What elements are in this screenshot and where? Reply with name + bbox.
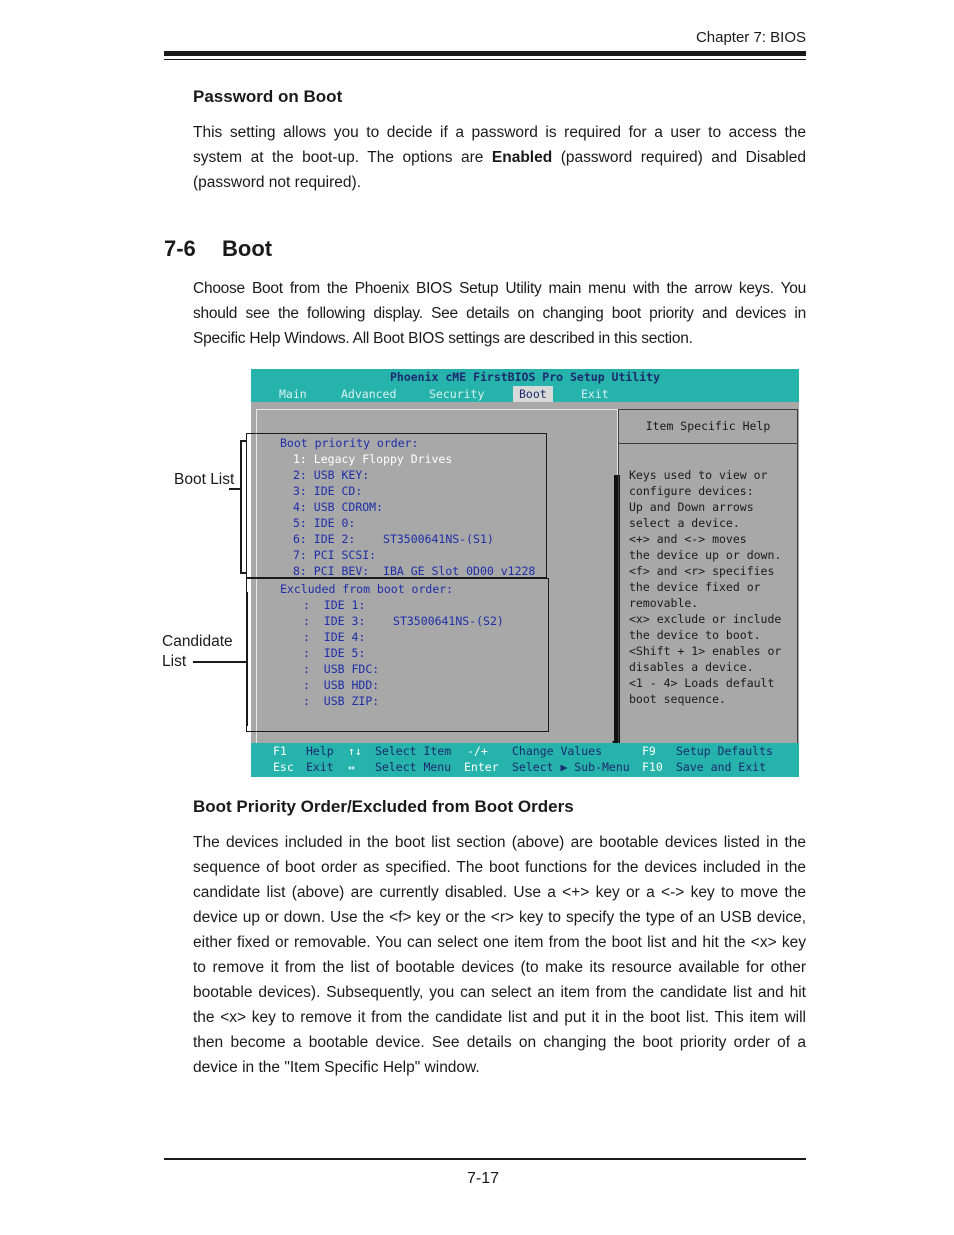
help-line: <1 - 4> Loads default <box>629 676 775 690</box>
help-line: Up and Down arrows <box>629 500 754 514</box>
candidate-list-label-line1: Candidate <box>162 633 233 650</box>
excluded-list-item[interactable]: : IDE 3: ST3500641NS-(S2) <box>303 614 504 628</box>
excluded-list-item[interactable]: : IDE 5: <box>303 646 366 660</box>
boot-list-item[interactable]: 4: USB CDROM: <box>293 500 384 514</box>
boot-priority-heading: Boot priority order: <box>280 436 419 450</box>
key-esc-desc: Exit <box>306 760 334 774</box>
key-f1-desc: Help <box>306 744 334 758</box>
help-line: <Shift + 1> enables or <box>629 644 782 658</box>
candidate-list-leader-horizontal <box>193 661 247 663</box>
boot-priority-paragraph: The devices included in the boot list section (above) are bootable devices listed in the sequence of boot order as specified. The boot functions for the devices included in the candidate list (above) are currently disabled. Use a <+> key or a <-> key to move the device up or down. Use the <f> key or the <r> key to specify the type of an USB device, either fixed or removable. You can select one item from the boot list and hit the <x> key to remove it from the list of bootable devices (to make its resource available for other bootable devices). Subsequently, you can select an item from the candidate list and hit the <x> key to remove it from the candidate list and put it in the boot list. This item will then become a bootable device. See details on changing the boot priority order of a device in the "Item Specific Help" window. <box>193 834 806 1076</box>
boot-intro-paragraph: Choose Boot from the Phoenix BIOS Setup Utility main menu with the arrow keys. You should see the following display. See details on changing boot priority and devices in Specific Help Windows. All Boot BIOS settings are described in this section. <box>193 280 806 347</box>
boot-list-leader-vertical <box>240 440 242 573</box>
help-panel-title: Item Specific Help <box>619 410 797 444</box>
page-number: 7-17 <box>466 1170 500 1187</box>
password-heading: Password on Boot <box>193 87 343 106</box>
bios-help-panel <box>618 409 798 774</box>
help-line: <f> and <r> specifies <box>629 564 775 578</box>
boot-list-item[interactable]: 5: IDE 0: <box>293 516 356 530</box>
help-line: the device up or down. <box>629 548 782 562</box>
boot-list-leader-tick <box>240 440 247 442</box>
candidate-list-outline <box>246 578 549 732</box>
bios-title-bar: Phoenix cME FirstBIOS Pro Setup Utility <box>251 369 799 386</box>
bios-menu-main[interactable]: Main <box>279 387 307 401</box>
excluded-list-item[interactable]: : IDE 1: <box>303 598 366 612</box>
bios-menu-boot[interactable]: Boot <box>513 386 553 402</box>
boot-list-item[interactable]: 2: USB KEY: <box>293 468 370 482</box>
help-line: removable. <box>629 596 699 610</box>
help-line: Keys used to view or <box>629 468 768 482</box>
candidate-list-label-line2: List <box>162 653 187 670</box>
enabled-option: Enabled <box>491 149 553 166</box>
header-rule-thin <box>164 59 806 60</box>
excluded-heading: Excluded from boot order: <box>280 582 454 596</box>
left-right-arrows-icon: ↔ <box>348 760 355 774</box>
key-select-item-desc: Select Item <box>375 744 452 758</box>
help-line: the device fixed or <box>629 580 761 594</box>
chapter-header: Chapter 7: BIOS <box>695 29 806 46</box>
key-f9: F9 <box>642 744 656 758</box>
boot-list-leader-tick <box>240 572 247 574</box>
key-minus-plus: -/+ <box>467 744 488 758</box>
help-line: boot sequence. <box>629 692 726 706</box>
key-change-values-desc: Change Values <box>512 744 603 758</box>
candidate-list-leader-vertical <box>246 592 248 726</box>
password-paragraph: This setting allows you to decide if a password is required for a user to access the system at the boot-up. The options are Enabled (password required) and Disabled (password not required). <box>193 124 806 191</box>
help-line: <x> exclude or include <box>629 612 782 626</box>
bios-menu-security[interactable]: Security <box>429 387 485 401</box>
key-f9-desc: Setup Defaults <box>676 744 773 758</box>
footer-rule <box>164 1158 806 1160</box>
boot-list-leader-horizontal <box>229 488 241 490</box>
key-f10-desc: Save and Exit <box>676 760 767 774</box>
help-line: select a device. <box>629 516 740 530</box>
bios-footer-keys <box>251 743 799 777</box>
key-f10: F10 <box>642 760 663 774</box>
boot-list-label: Boot List <box>174 471 235 488</box>
excluded-list-item[interactable]: : USB HDD: <box>303 678 380 692</box>
boot-priority-heading-text: Boot Priority Order/Excluded from Boot Orders <box>193 797 574 816</box>
key-enter: Enter <box>464 760 499 774</box>
key-select-menu-desc: Select Menu <box>375 760 452 774</box>
excluded-list-item[interactable]: : IDE 4: <box>303 630 366 644</box>
bios-menu-advanced[interactable]: Advanced <box>341 387 397 401</box>
key-f1: F1 <box>273 744 287 758</box>
excluded-list-item[interactable]: : USB FDC: <box>303 662 380 676</box>
section-title <box>164 236 272 262</box>
boot-list-item[interactable]: 3: IDE CD: <box>293 484 363 498</box>
key-enter-desc: Select ▶ Sub-Menu <box>512 760 630 774</box>
section-name: Boot <box>222 236 273 261</box>
boot-list-outline <box>246 433 547 578</box>
boot-list-item[interactable]: 6: IDE 2: ST3500641NS-(S1) <box>293 532 494 546</box>
help-line: configure devices: <box>629 484 754 498</box>
help-line: disables a device. <box>629 660 754 674</box>
header-rule-thick <box>164 51 806 56</box>
bios-menu-bar <box>251 386 799 402</box>
boot-list-item[interactable]: 8: PCI BEV: IBA GE Slot 0D00 v1228 <box>293 564 536 576</box>
help-line: the device to boot. <box>629 628 761 642</box>
section-number: 7-6 <box>164 236 196 261</box>
up-down-arrows-icon: ↑↓ <box>348 744 362 758</box>
boot-list-item[interactable]: 1: Legacy Floppy Drives <box>293 452 453 466</box>
boot-list-item[interactable]: 7: PCI SCSI: <box>293 548 377 562</box>
bios-menu-exit[interactable]: Exit <box>581 387 609 401</box>
key-esc: Esc <box>273 760 294 774</box>
help-line: <+> and <-> moves <box>629 532 747 546</box>
excluded-list-item[interactable]: : USB ZIP: <box>303 694 380 708</box>
